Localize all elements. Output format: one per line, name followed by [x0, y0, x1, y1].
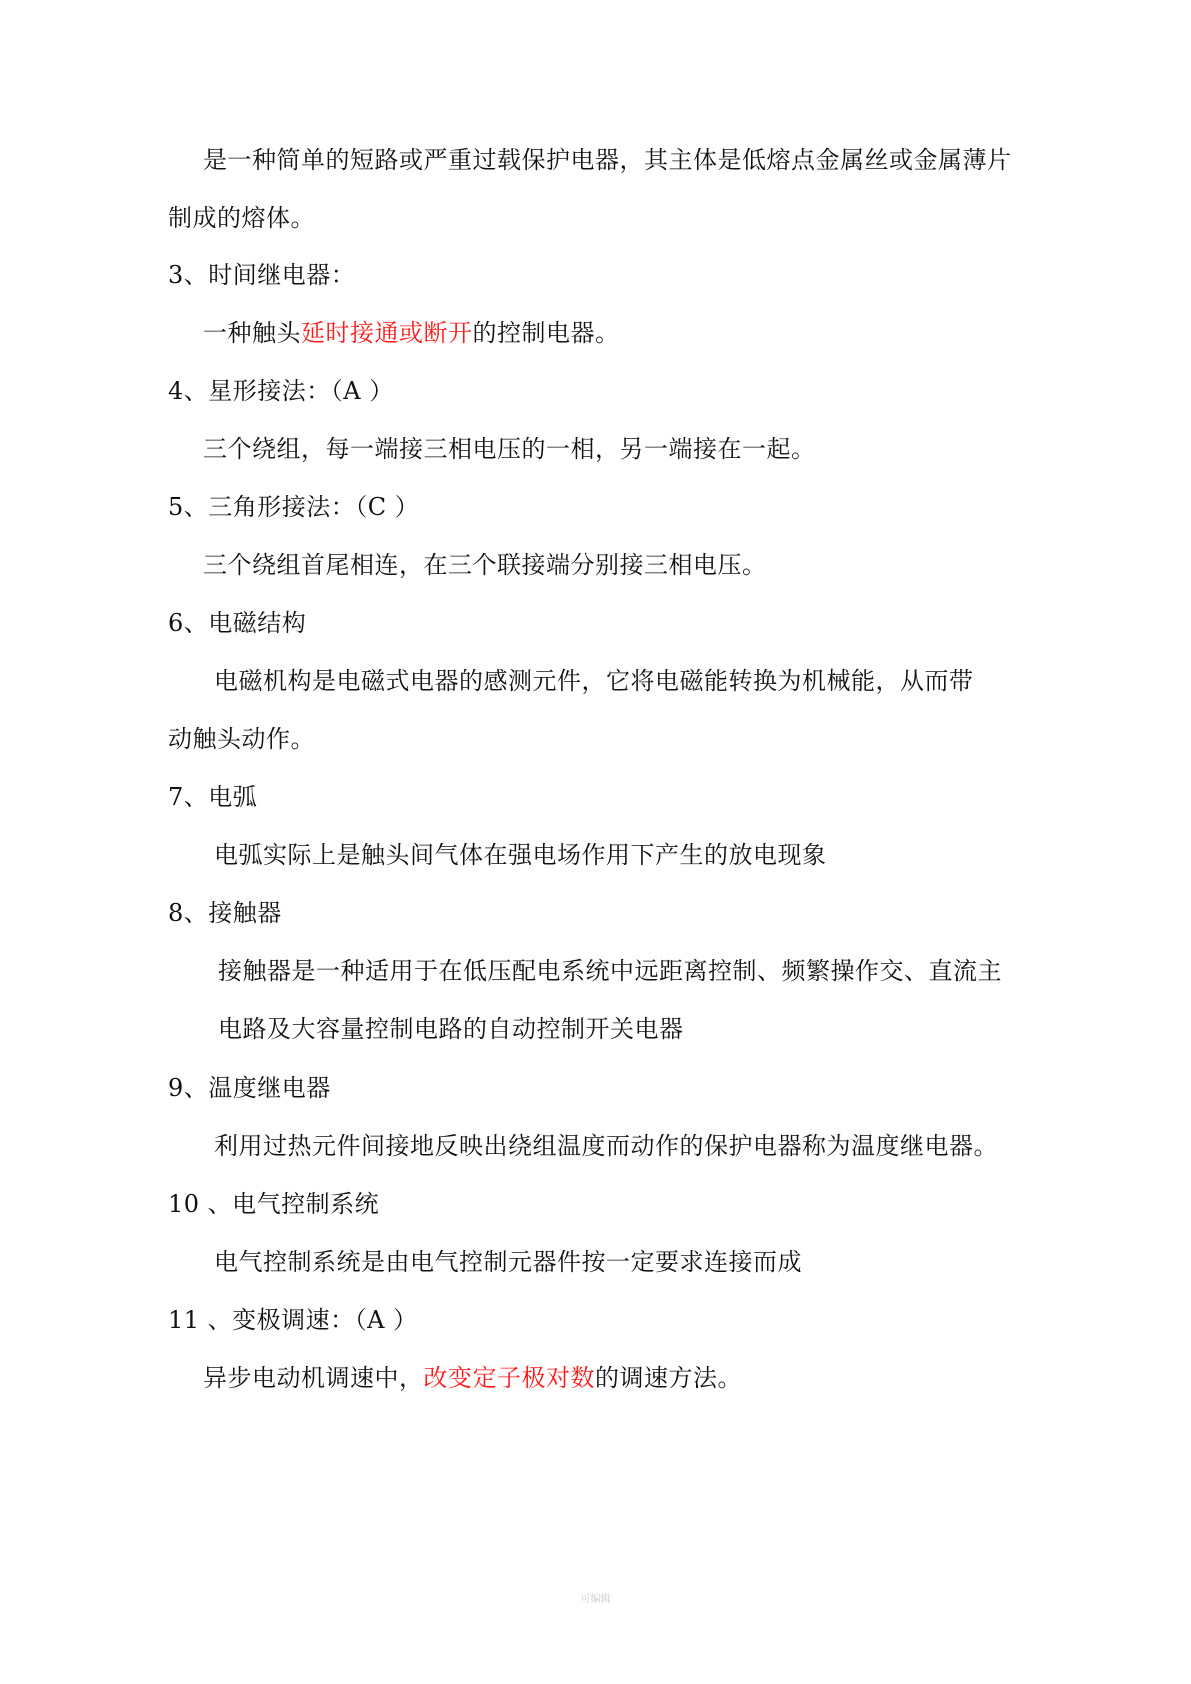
item-10-definition: 电气控制系统是由电气控制元器件按一定要求连接而成 — [214, 1248, 802, 1276]
item-6-definition-line-2: 动触头动作。 — [168, 725, 315, 753]
item-5-title: 5、三角形接法：（C ） — [168, 493, 420, 521]
item-7-title: 7、电弧 — [168, 783, 258, 811]
item-11-definition-pre: 异步电动机调速中， — [203, 1364, 424, 1392]
item-3-definition-pre: 一种触头 — [203, 319, 301, 347]
item-11-definition — [203, 1361, 742, 1395]
item-3-highlight: 延时接通或断开 — [301, 319, 473, 347]
item-5-definition: 三个绕组首尾相连，在三个联接端分别接三相电压。 — [203, 551, 767, 579]
item-4-definition: 三个绕组，每一端接三相电压的一相，另一端接在一起。 — [203, 435, 816, 463]
item-9-definition: 利用过热元件间接地反映出绕组温度而动作的保护电器称为温度继电器。 — [214, 1132, 998, 1160]
item-7-definition: 电弧实际上是触头间气体在强电场作用下产生的放电现象 — [214, 841, 827, 869]
item-11-definition-post: 的调速方法。 — [595, 1364, 742, 1392]
item-8-definition-line-1: 接触器是一种适用于在低压配电系统中远距离控制、频繁操作交、直流主 — [218, 957, 1002, 985]
item-6-title: 6、电磁结构 — [168, 609, 307, 637]
item-11-title: 11 、变极调速：（A ） — [168, 1306, 418, 1334]
fuse-definition-line-2: 制成的熔体。 — [168, 204, 315, 232]
item-3-definition-post: 的控制电器。 — [472, 319, 620, 347]
fuse-definition-line-1: 是一种简单的短路或严重过载保护电器，其主体是低熔点金属丝或金属薄片 — [203, 146, 1012, 174]
item-3-title: 3、时间继电器： — [168, 261, 356, 289]
item-9-title: 9、温度继电器 — [168, 1074, 331, 1102]
item-10-title: 10 、电气控制系统 — [168, 1190, 380, 1218]
item-6-definition-line-1: 电磁机构是电磁式电器的感测元件，它将电磁能转换为机械能，从而带 — [214, 667, 974, 695]
item-3-definition — [203, 316, 620, 350]
item-8-title: 8、接触器 — [168, 899, 282, 927]
item-11-highlight: 改变定子极对数 — [423, 1364, 595, 1392]
item-8-definition-line-2: 电路及大容量控制电路的自动控制开关电器 — [218, 1015, 684, 1043]
page-footer: 可编辑 — [580, 1594, 611, 1605]
item-4-title: 4、星形接法：（A ） — [168, 377, 394, 405]
